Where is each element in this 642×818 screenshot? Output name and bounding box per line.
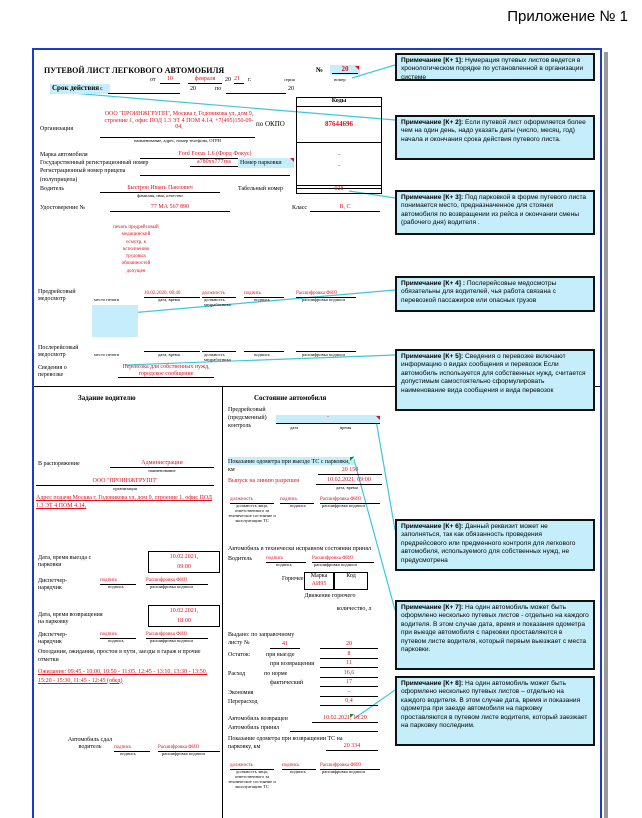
qty-label: количество, л — [336, 606, 372, 612]
trailer-label: Регистрационный номер прицепа — [40, 168, 126, 174]
reg-label: Государственный регистрационный номер — [40, 160, 149, 166]
driver-caption: фамилия, имя, отчество — [137, 193, 183, 198]
release-decode[interactable]: Расшифровка ФИО — [320, 497, 380, 504]
task-org-value[interactable]: ООО "ПРОИНЖГРУПП" — [36, 478, 214, 486]
brand-code: - — [338, 152, 340, 158]
change-marker — [350, 457, 354, 461]
validity-year-2: 20 — [288, 86, 294, 92]
note-2[interactable] — [395, 115, 595, 160]
pre-medical-datetime[interactable]: 10.02.2020, 08:40 — [144, 291, 200, 298]
comment-marker — [290, 158, 294, 162]
note-3-head: Примечание [К+ 3]: — [401, 194, 464, 201]
dispatcher-label-2: Диспетчер-нарядчик — [38, 632, 68, 645]
delays-label: Опоздания, ожидания, простои в пути, заезды в гараж и прочие отметки — [38, 649, 201, 663]
cap-sign: подпись — [108, 584, 124, 589]
cap-decode: расшифровка подписи — [314, 562, 357, 567]
transport-value[interactable]: Перевозка для собственных нужд, городское сообщение — [118, 364, 214, 378]
note-2-head: Примечание [К+ 2]: — [401, 119, 464, 126]
return-pos-caption: должность лица, ответственного за техническое состояние и эксплуатацию ТС — [228, 769, 276, 789]
validity-to-line[interactable] — [226, 93, 286, 94]
note-6[interactable] — [395, 519, 595, 571]
note-6-body: Данный реквизит может не заполняться, так как обязанность проведения предрейсового или предменного контроля для легкового автомобиля, используемого для собственных нужд, не предусмотрена — [401, 523, 576, 564]
odo-return-label: Показание одометра при возвращении ТС на парковку, км — [228, 736, 343, 751]
note-3-body: Под парковкой в форме путевого листа понимается место, предназначенное для стоянки автомобиля по возвращении из рейса и окончании смены (рабочего дня) водителя . — [401, 194, 587, 227]
note-3[interactable] — [395, 190, 595, 235]
cap-decode: расшифровка подписи — [150, 584, 193, 589]
note-4-body: Послерейсовые медосмотры обязательны для водителей, чья работа связана с перевозкой пассажиров или опасных грузов — [401, 280, 557, 304]
control-line — [276, 423, 380, 424]
cap-sign: подпись — [290, 769, 306, 774]
economy-label: Экономия — [228, 690, 254, 696]
control-date-cap: дата — [290, 425, 299, 430]
disposal-value[interactable]: Администрации — [110, 460, 214, 468]
tab-value[interactable]: 028 — [296, 185, 382, 194]
car-state-title: Состояние автомобиля — [254, 394, 327, 402]
accepted-line[interactable] — [290, 731, 378, 732]
ok-driver-sign[interactable]: подпись — [266, 556, 306, 563]
year-prefix: 20 — [225, 77, 231, 83]
validity-label: Срок действия — [52, 84, 100, 92]
release-position[interactable]: должность — [230, 497, 274, 504]
remain-depart-label: при выезде — [266, 652, 295, 658]
norm-value[interactable]: 16,6 — [320, 670, 378, 678]
depart-label: Дата, время выезда с парковки — [38, 555, 92, 568]
note-2-body: Если путевой лист оформляется более чем на один день, надо указать даты (число, месяц, год) начала и окончания срока действия путевого листа. — [401, 119, 586, 143]
number-value[interactable]: 20 — [332, 66, 358, 74]
dispatcher-decode[interactable]: Расшифровка ФИО — [146, 578, 208, 585]
class-value[interactable]: B, C — [310, 204, 380, 212]
from-year[interactable]: 21 — [234, 76, 244, 84]
remain-label: Остаток: — [228, 652, 251, 658]
comment-marker — [376, 416, 380, 420]
fuel-label: Горючее — [282, 576, 304, 582]
remain-return-label: при возвращении — [270, 661, 315, 667]
depart-date[interactable]: 10.02.2021, — [169, 554, 199, 560]
trailer-line[interactable] — [140, 175, 290, 176]
fuel-brand-label: Марка — [310, 573, 328, 579]
cap-decode: расшифровка подписи — [322, 503, 365, 508]
return-position[interactable]: должность — [230, 763, 274, 770]
cap-decode: расшифровка подписи — [162, 751, 205, 756]
cap-datetime: дата, время — [158, 352, 180, 357]
dispatcher-decode-2[interactable]: Расшифровка ФИО — [146, 632, 208, 639]
org-label: Организация — [40, 126, 74, 132]
disposal-caption: наименование — [148, 468, 176, 473]
org-caption: наименование, адрес, номер телефона, ОГРН — [134, 138, 221, 143]
cap-decode: расшифровка подписи — [302, 352, 345, 357]
post-medical-label: Послерейсовый медосмотр — [38, 345, 79, 358]
return-sign[interactable]: подпись — [282, 763, 316, 770]
cap-place: место печати — [94, 297, 120, 302]
tab-label: Табельный номер — [238, 186, 284, 192]
issued-no[interactable]: 41 — [270, 641, 300, 649]
column-divider — [222, 386, 223, 818]
handover-label: Автомобиль сдал водитель — [67, 737, 113, 750]
note-4-head: Примечание [К+ 4] : — [401, 280, 466, 287]
comment-marker — [355, 66, 359, 70]
overuse-label: Перерасход — [228, 699, 258, 705]
driver-value[interactable]: Быстров Иванъ Павлович — [100, 185, 220, 193]
cap-sign: подпись — [290, 503, 306, 508]
release-sign[interactable]: подпись — [280, 497, 314, 504]
driver-label: Водитель — [40, 186, 65, 192]
task-org-caption: организация — [113, 486, 137, 491]
actual-label: фактический — [270, 680, 304, 686]
ok-driver-decode[interactable]: Расшифровка ФИО — [312, 556, 374, 563]
okpo-label: по ОКПО — [256, 120, 285, 128]
trailer-label-2: (полуприцепа) — [40, 177, 78, 183]
note-1[interactable] — [395, 53, 595, 81]
doc-title: ПУТЕВОЙ ЛИСТ ЛЕГКОВОГО АВТОМОБИЛЯ — [44, 66, 225, 75]
ok-driver-label: Водитель — [228, 556, 253, 562]
note-5-head: Примечание [К+ 5]: — [401, 353, 464, 360]
handover-sign[interactable]: подпись — [114, 745, 150, 752]
address-value[interactable]: Адрес подачи Москва г, Годовикова ул, дом 9, строение 1, офис ПОД 1.3 ЭТ 4 ПОМ 4.14, — [36, 495, 212, 510]
cap-decode: расшифровка подписи — [302, 297, 345, 302]
issued-qty[interactable]: 20 — [320, 641, 378, 649]
note-7-body: На один автомобиль может быть оформлено несколько путевых листов - отдельно на каждого водителя. В этом случае дата, время и показания одометра при выезде автомобиля с парковки проставляются в путевом листе водителя, который первым выезжает с места парковки. — [401, 604, 589, 654]
note-7[interactable] — [395, 600, 595, 670]
cap-decode: расшифровка подписи — [322, 769, 365, 774]
series-caption: серия — [284, 77, 295, 82]
return-date[interactable]: 10.02.2021, — [169, 608, 199, 614]
delays-value[interactable]: Ожидание: 09:45 - 10:00, 10:50 - 11:05, 12:45 - 13:10, 13:38 - 13:50, 15:20 - 15:30, 11:45 - 12:45 (обед) — [38, 669, 208, 684]
validity-from: с — [100, 86, 103, 92]
disposal-label: В распоряжение — [38, 461, 80, 467]
note-4[interactable] — [395, 276, 595, 312]
cap-sign: подпись — [254, 352, 270, 357]
from-label: от — [150, 77, 156, 83]
control-value[interactable]: - — [327, 414, 329, 420]
validity-year-1: 20 — [190, 86, 196, 92]
remain-depart[interactable]: 8 — [320, 651, 378, 659]
dispatcher-sign[interactable]: подпись — [100, 578, 136, 585]
pre-medical-decode[interactable]: Расшифровка ФИО — [296, 291, 356, 298]
class-label: Класс — [292, 205, 307, 211]
note-5-body: Сведения о перевозке включают информацию о видах сообщения и перевозок Если автомобиль используется для собственных нужд, считается допустимым самостоятельно сформулировать наименование вида сообщения и вида перевозок — [401, 353, 586, 394]
cap-sign: подпись — [120, 751, 136, 756]
parking-label: Номер парковки — [240, 160, 282, 166]
post-medical-highlight — [92, 305, 138, 337]
returned-value[interactable]: 10.02.2021, 18:20 — [312, 715, 378, 723]
reg-value[interactable]: а780хх777rus — [190, 159, 238, 167]
validity-from-line[interactable] — [108, 93, 180, 94]
release-pos-caption: должность лица, ответственного за техническое состояние и эксплуатацию ТС — [228, 503, 276, 523]
page-shadow — [604, 52, 608, 818]
usage-label: Расход — [228, 671, 246, 677]
appendix-title: Приложение № 1 — [507, 8, 628, 25]
handover-decode[interactable]: Расшифровка ФИО — [158, 745, 220, 752]
cap-position: должность медработника — [204, 352, 231, 362]
control-time-cap: время — [340, 425, 352, 430]
pre-medical-sign[interactable]: подпись — [244, 291, 284, 298]
okpo-value: 87644696 — [325, 120, 353, 128]
line-release-caption: дата, время — [336, 485, 358, 490]
note-1-body: Нумерация путевых листов ведется в хронологическом порядке по установленной в организации системе — [401, 57, 584, 81]
note-8-head: Примечание [К+ 8]: — [401, 680, 464, 687]
line-release-value[interactable]: 10.02.2021, 09:00 — [316, 477, 382, 485]
depart-time[interactable]: 09:00 — [177, 564, 191, 570]
remain-return[interactable]: 11 — [320, 660, 378, 668]
ok-label: Автомобиль в технически исправном состоянии принял — [228, 546, 371, 552]
control-label: Предрейсовый (предсменный) контроль — [228, 407, 267, 429]
return-label: Дата, время возвращения на парковку — [38, 612, 103, 625]
note-8-body: На один автомобиль может быть оформлено несколько путевых листов – отдельно на каждого водителя. В этом случае дата, время и показания одометра при заезде автомобиля на парковку проставляются в путевом листе водителя, который заезжает на парковку последним. — [401, 680, 588, 730]
from-day[interactable]: 10 — [160, 76, 180, 84]
medical-stamp-text: печать предрейсовый медицинский осмотр, к исполнению трудовых обязанностей допущен — [113, 225, 159, 274]
accepted-label: Автомобиль принял — [228, 725, 280, 731]
issued-label: Выдано: по заправочному листу № — [228, 632, 295, 646]
from-month[interactable]: февраля — [188, 76, 222, 84]
dispatcher-label: Диспетчер-нарядчик — [38, 578, 68, 591]
returned-label: Автомобиль возвращен — [228, 716, 288, 722]
overuse-value[interactable]: 0,4 — [320, 698, 378, 706]
line-release-label: Выпуск на линию разрешен — [228, 478, 300, 484]
note-8[interactable] — [395, 676, 595, 746]
parking-code: - — [338, 163, 340, 169]
actual-value[interactable]: 17 — [320, 679, 378, 687]
brand-value[interactable]: Ford Focus 1.6 (Форд Фокус) — [140, 151, 290, 159]
org-value[interactable]: ООО "ПРОИНЖГРУПП", Москва г, Годовикова ул, дом 9, строение 1, офис ПОД 1.3 ЭТ 4 ПОМ 4.14, +7(495)150-09-04, — [104, 111, 254, 131]
cap-decode: расшифровка подписи — [150, 638, 193, 643]
number-label: № — [316, 66, 324, 74]
number-caption: номер — [334, 77, 346, 82]
cap-datetime: дата, время — [158, 297, 180, 302]
note-1-head: Примечание [К+ 1]: — [401, 57, 464, 64]
year-suffix: г. — [248, 77, 252, 83]
license-label: Удостоверение № — [40, 205, 86, 211]
change-marker — [350, 714, 354, 718]
codes-header: Коды — [296, 97, 382, 107]
fuel-brand-value[interactable]: АИ95 — [311, 581, 327, 587]
cap-position: должность медработника — [204, 297, 231, 307]
return-decode[interactable]: Расшифровка ФИО — [320, 763, 380, 770]
note-7-head: Примечание [К+ 7]: — [401, 604, 464, 611]
economy-value[interactable]: - — [320, 689, 378, 697]
note-5[interactable] — [395, 349, 595, 411]
fuel-code-label: Код — [346, 573, 356, 579]
norm-label: по норме — [264, 671, 288, 677]
return-time[interactable]: 18:00 — [177, 618, 191, 624]
odo-return-value[interactable]: 20 334 — [326, 743, 378, 751]
transport-label: Сведения о перевозке — [38, 365, 67, 378]
cap-sign: подпись — [108, 638, 124, 643]
cap-sign: подпись — [276, 562, 292, 567]
movement-label: Движение горючего — [304, 593, 356, 599]
pre-medical-position[interactable]: должность — [202, 291, 236, 298]
validity-to: по — [215, 86, 222, 92]
dispatcher-sign-2[interactable]: подпись — [100, 632, 136, 639]
cap-sign: подпись — [254, 297, 270, 302]
pre-medical-label: Предрейсовый медосмотр — [38, 289, 76, 302]
cap-place: место печати — [94, 352, 120, 357]
brand-label: Марка автомобиля — [40, 152, 88, 158]
odo-depart-label: Показание одометра при выезде ТС с парковки, км — [228, 459, 350, 474]
odo-depart-value[interactable]: 20 150 — [318, 467, 382, 475]
note-6-head: Примечание [К+ 6]: — [401, 523, 464, 530]
task-title: Задание водителю — [78, 394, 136, 402]
license-value[interactable]: 77 МА 567 890 — [110, 204, 230, 212]
